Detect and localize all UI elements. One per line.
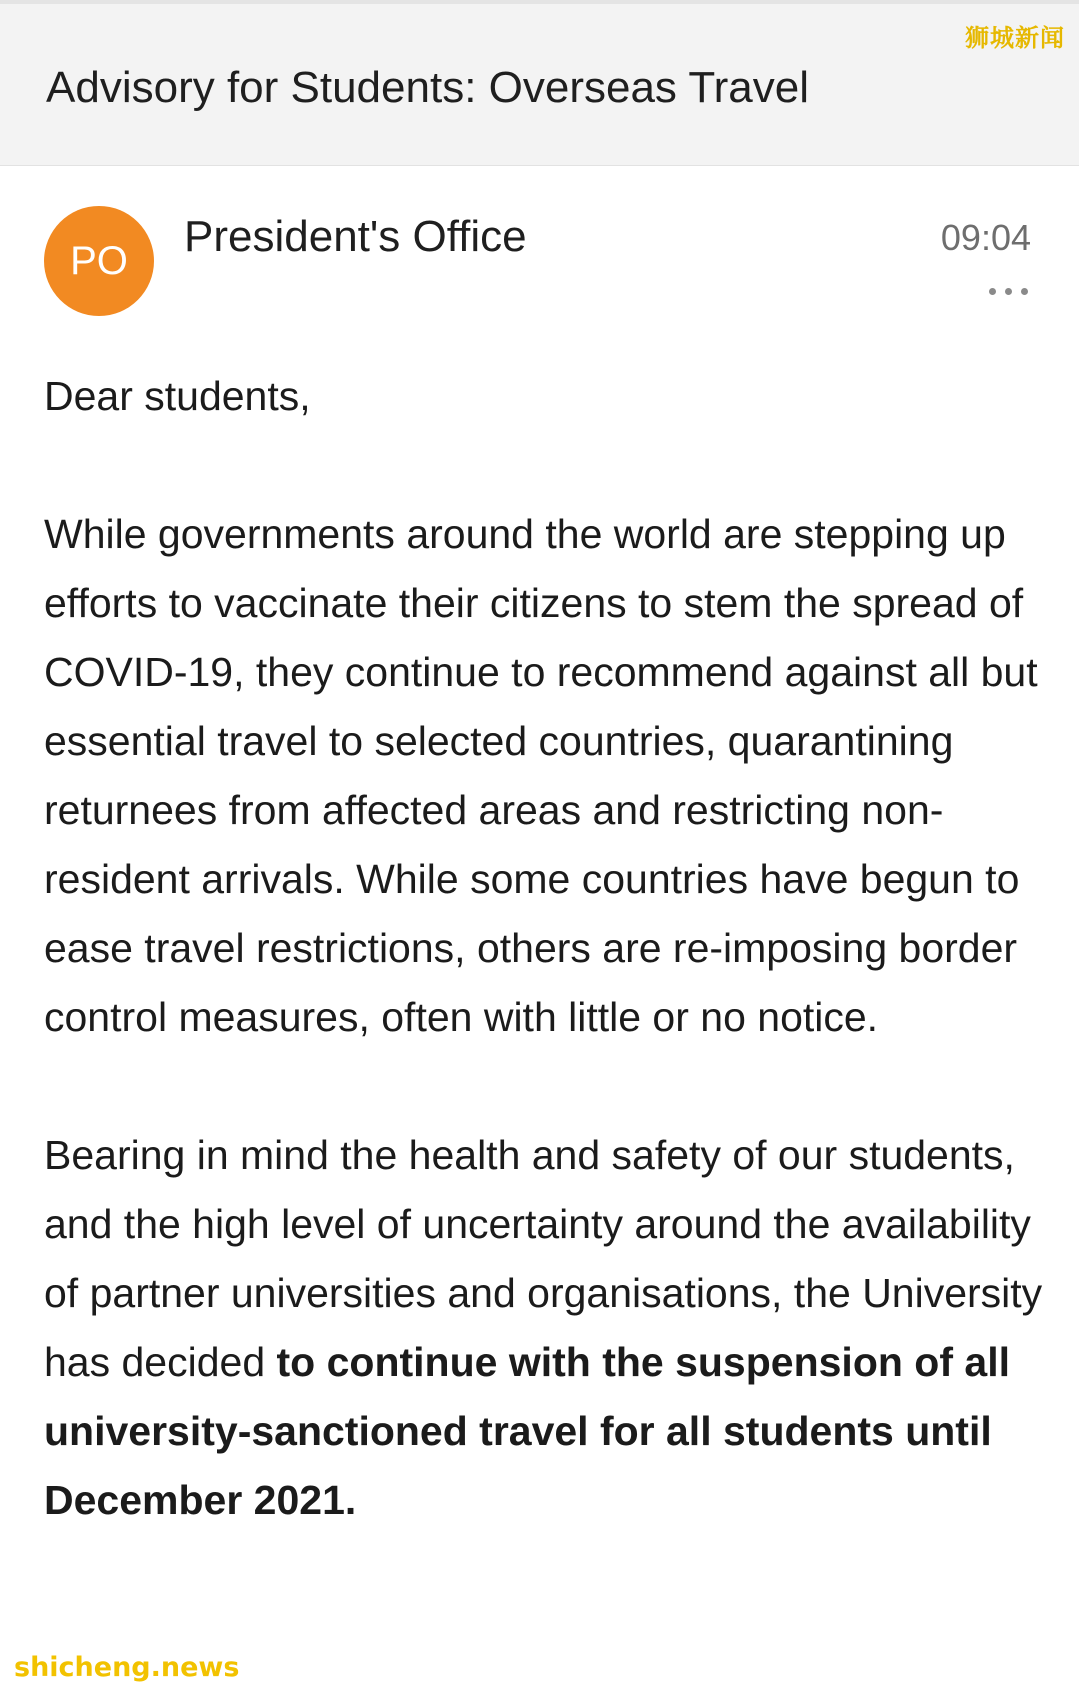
email-subject: Advisory for Students: Overseas Travel — [46, 63, 809, 112]
more-options-button[interactable] — [987, 280, 1031, 304]
watermark-top: 狮城新闻 — [965, 24, 1065, 52]
sender-avatar[interactable]: PO — [44, 206, 154, 316]
greeting-line: Dear students, — [44, 373, 311, 419]
more-horizontal-icon — [1021, 288, 1028, 295]
paragraph-2-text: Bearing in mind the health and safety of our students, and the high level of uncertainty around the availability of partner universities and organisations, the University has decided — [44, 1132, 1043, 1385]
message-time: 09:04 — [940, 217, 1031, 258]
watermark-bottom: shicheng.news — [14, 1652, 240, 1683]
body-paragraph-2 — [44, 1121, 1044, 1535]
paragraph-2-bold-text: to continue with the suspension of all university-sanctioned travel for all students until December 2021. — [44, 1339, 1010, 1523]
more-horizontal-icon — [1005, 288, 1012, 295]
email-subject-header — [0, 4, 1079, 166]
more-horizontal-icon — [989, 288, 996, 295]
body-paragraph-1: While governments around the world are stepping up efforts to vaccinate their citizens to stem the spread of COVID-19, they continue to recommend against all but essential travel to selected countries, quarantining returnees from affected areas and restricting non-resident arrivals. While some countries have begun to ease travel restrictions, others are re-imposing border control measures, often with little or no notice. — [44, 511, 1038, 1040]
sender-name[interactable]: President's Office — [184, 212, 527, 261]
email-body — [44, 362, 1044, 1535]
